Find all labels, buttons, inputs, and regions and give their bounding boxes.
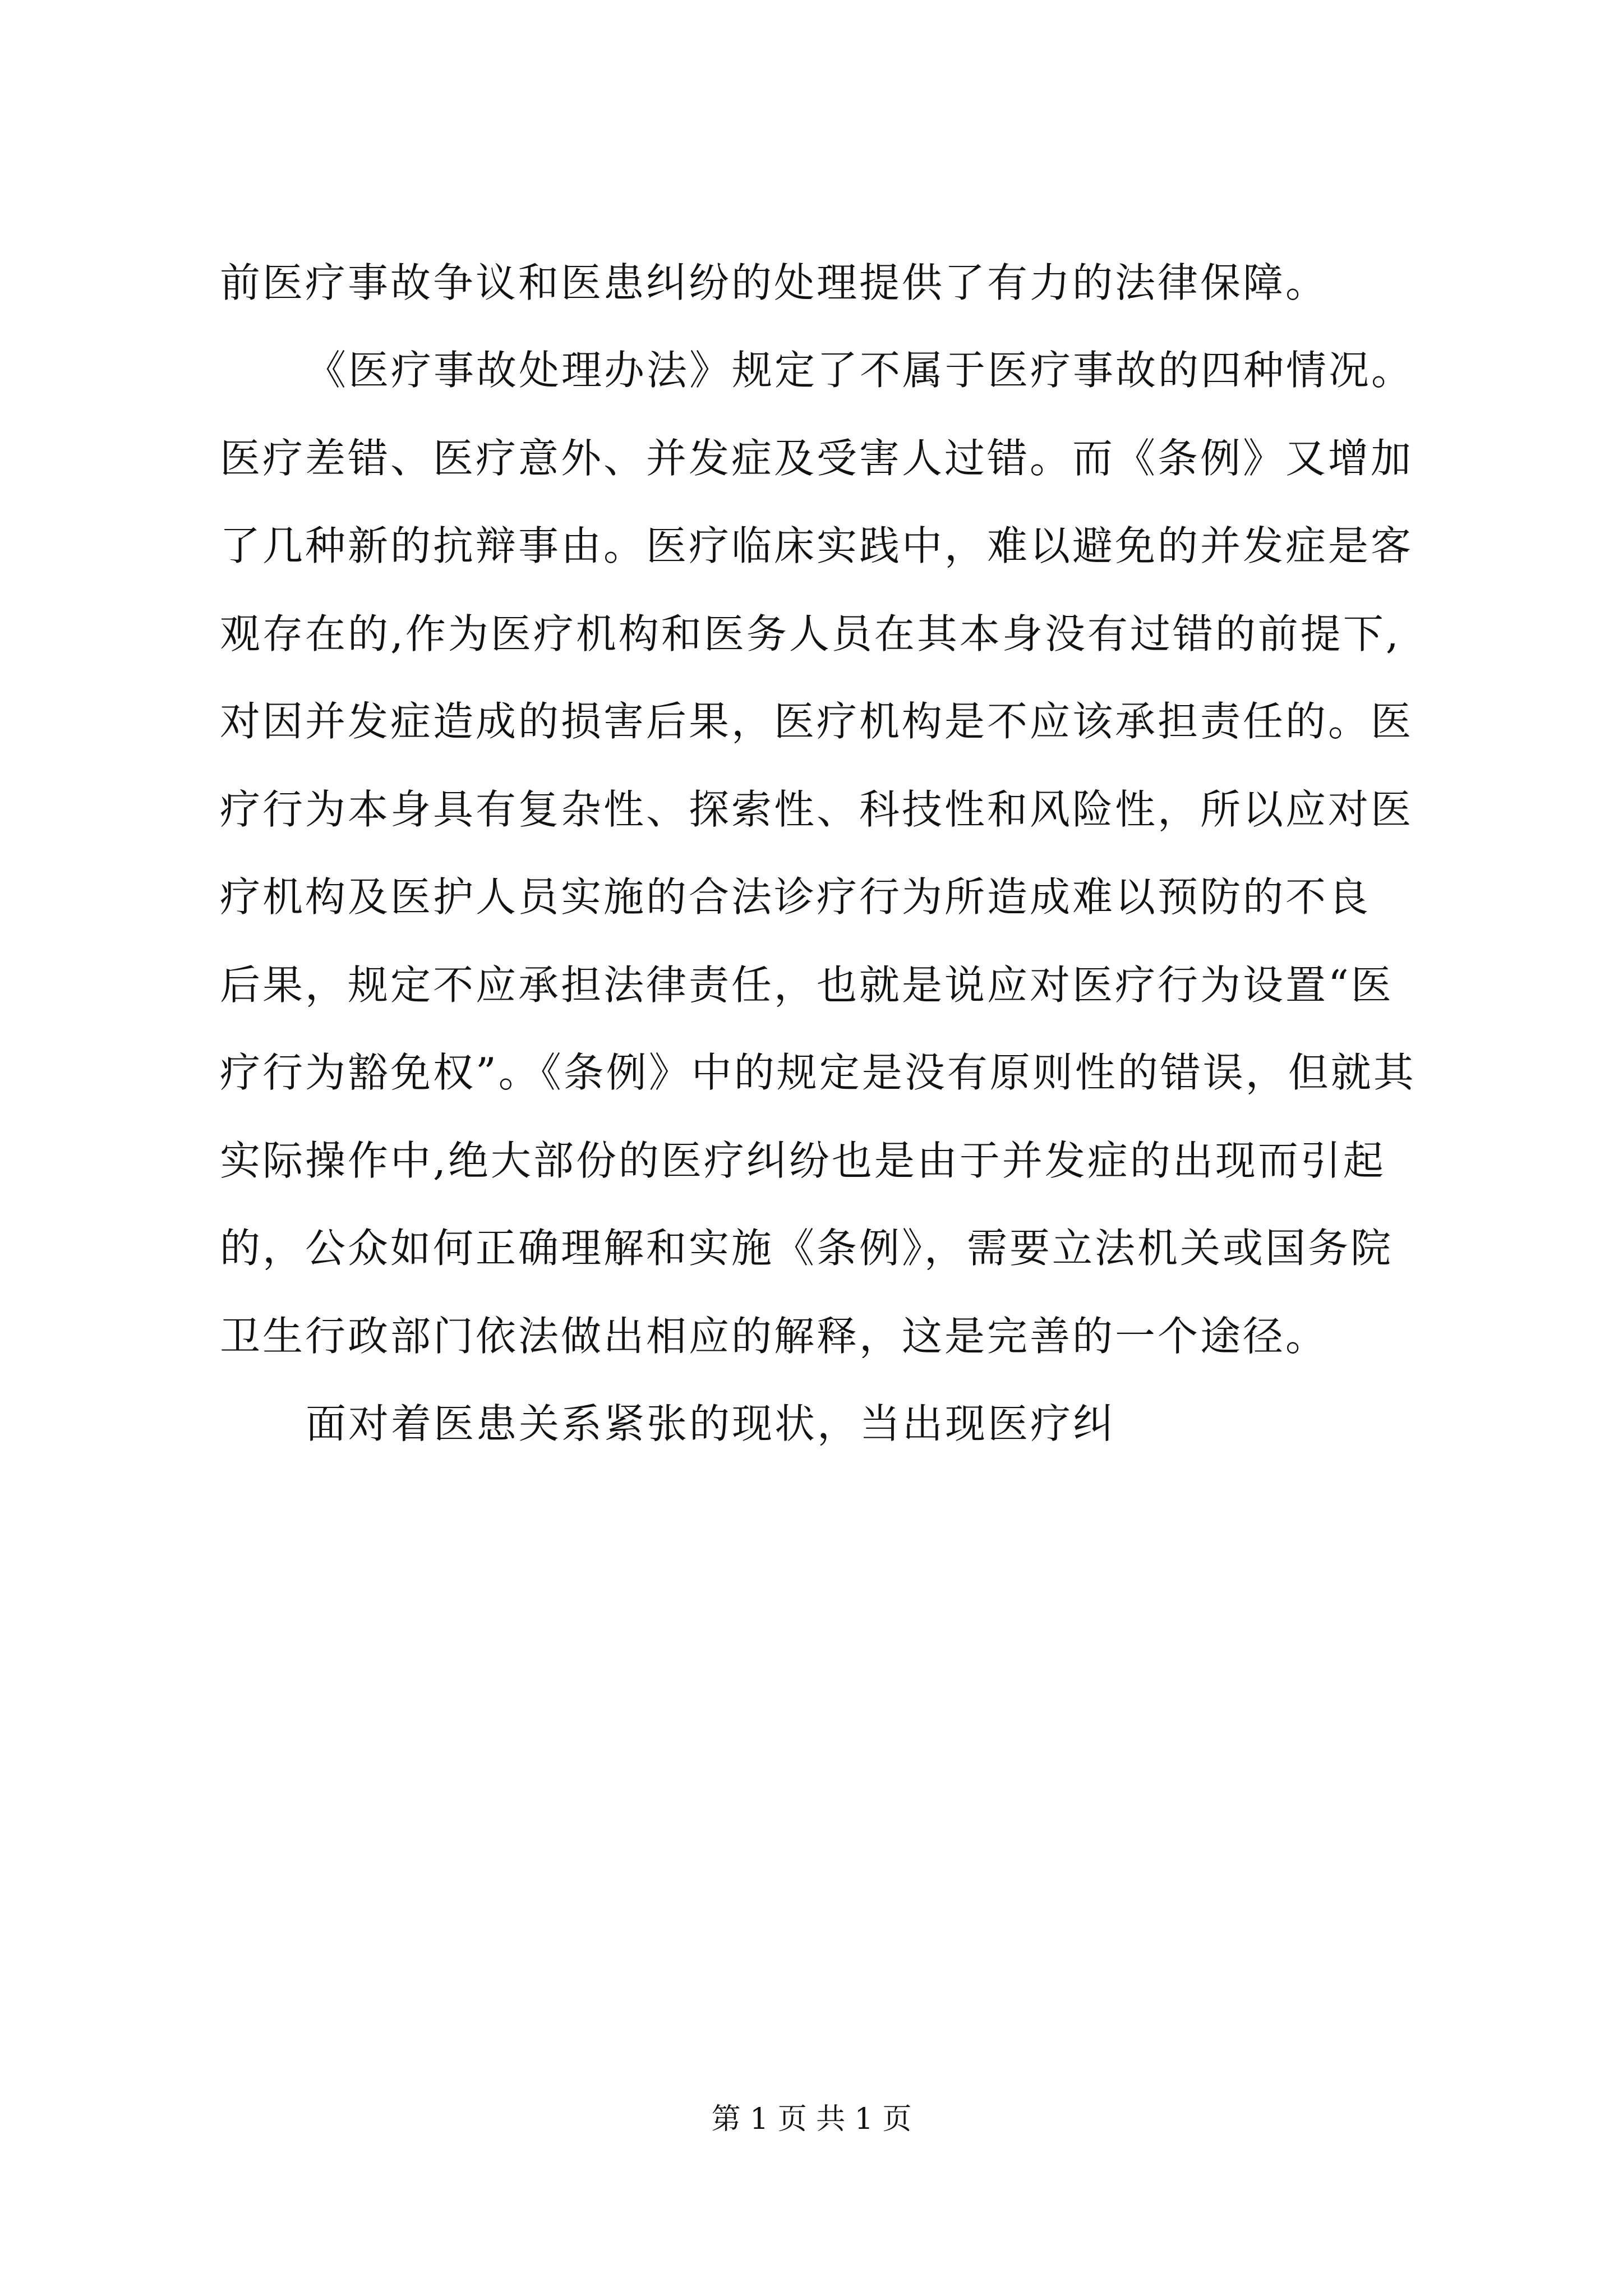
text-line-4: 了几种新的抗辩事由。医疗临床实践中，难以避免的并发症是客 [220, 522, 1414, 569]
text-line-10: 疗行为豁免权”。《条例》中的规定是没有原则性的错误，但就其 [220, 1049, 1416, 1096]
text-line-9: 后果，规定不应承担法律责任，也就是说应对医疗行为设置“医 [220, 961, 1394, 1009]
text-line-7: 疗行为本身具有复杂性、探索性、科技性和风险性，所以应对医 [220, 786, 1414, 833]
text-line-8: 疗机构及医护人员实施的合法诊疗行为所造成难以预防的不良 [220, 873, 1371, 921]
paragraph-start-line: 《医疗事故处理办法》规定了不属于医疗事故的四种情况。 [306, 347, 1414, 394]
page-number-footer: 第 1 页 共 1 页 [711, 2102, 912, 2136]
text-line-13: 卫生行政部门依法做出相应的解释，这是完善的一个途径。 [220, 1313, 1329, 1360]
text-line-11: 实际操作中,绝大部份的医疗纠纷也是由于并发症的出现而引起 [220, 1137, 1386, 1184]
text-line-12: 的，公众如何正确理解和实施《条例》，需要立法机关或国务院 [220, 1225, 1394, 1272]
paragraph-start-line-2: 面对着医患关系紧张的现状，当出现医疗纠 [306, 1400, 1116, 1447]
text-line-6: 对因并发症造成的损害后果，医疗机构是不应该承担责任的。医 [220, 698, 1414, 745]
text-line-3: 医疗差错、医疗意外、并发症及受害人过错。而《条例》又增加 [220, 435, 1414, 482]
text-line-5: 观存在的,作为医疗机构和医务人员在其本身没有过错的前提下, [220, 610, 1401, 657]
text-line-1: 前医疗事故争议和医患纠纷的处理提供了有力的法律保障。 [220, 259, 1329, 306]
